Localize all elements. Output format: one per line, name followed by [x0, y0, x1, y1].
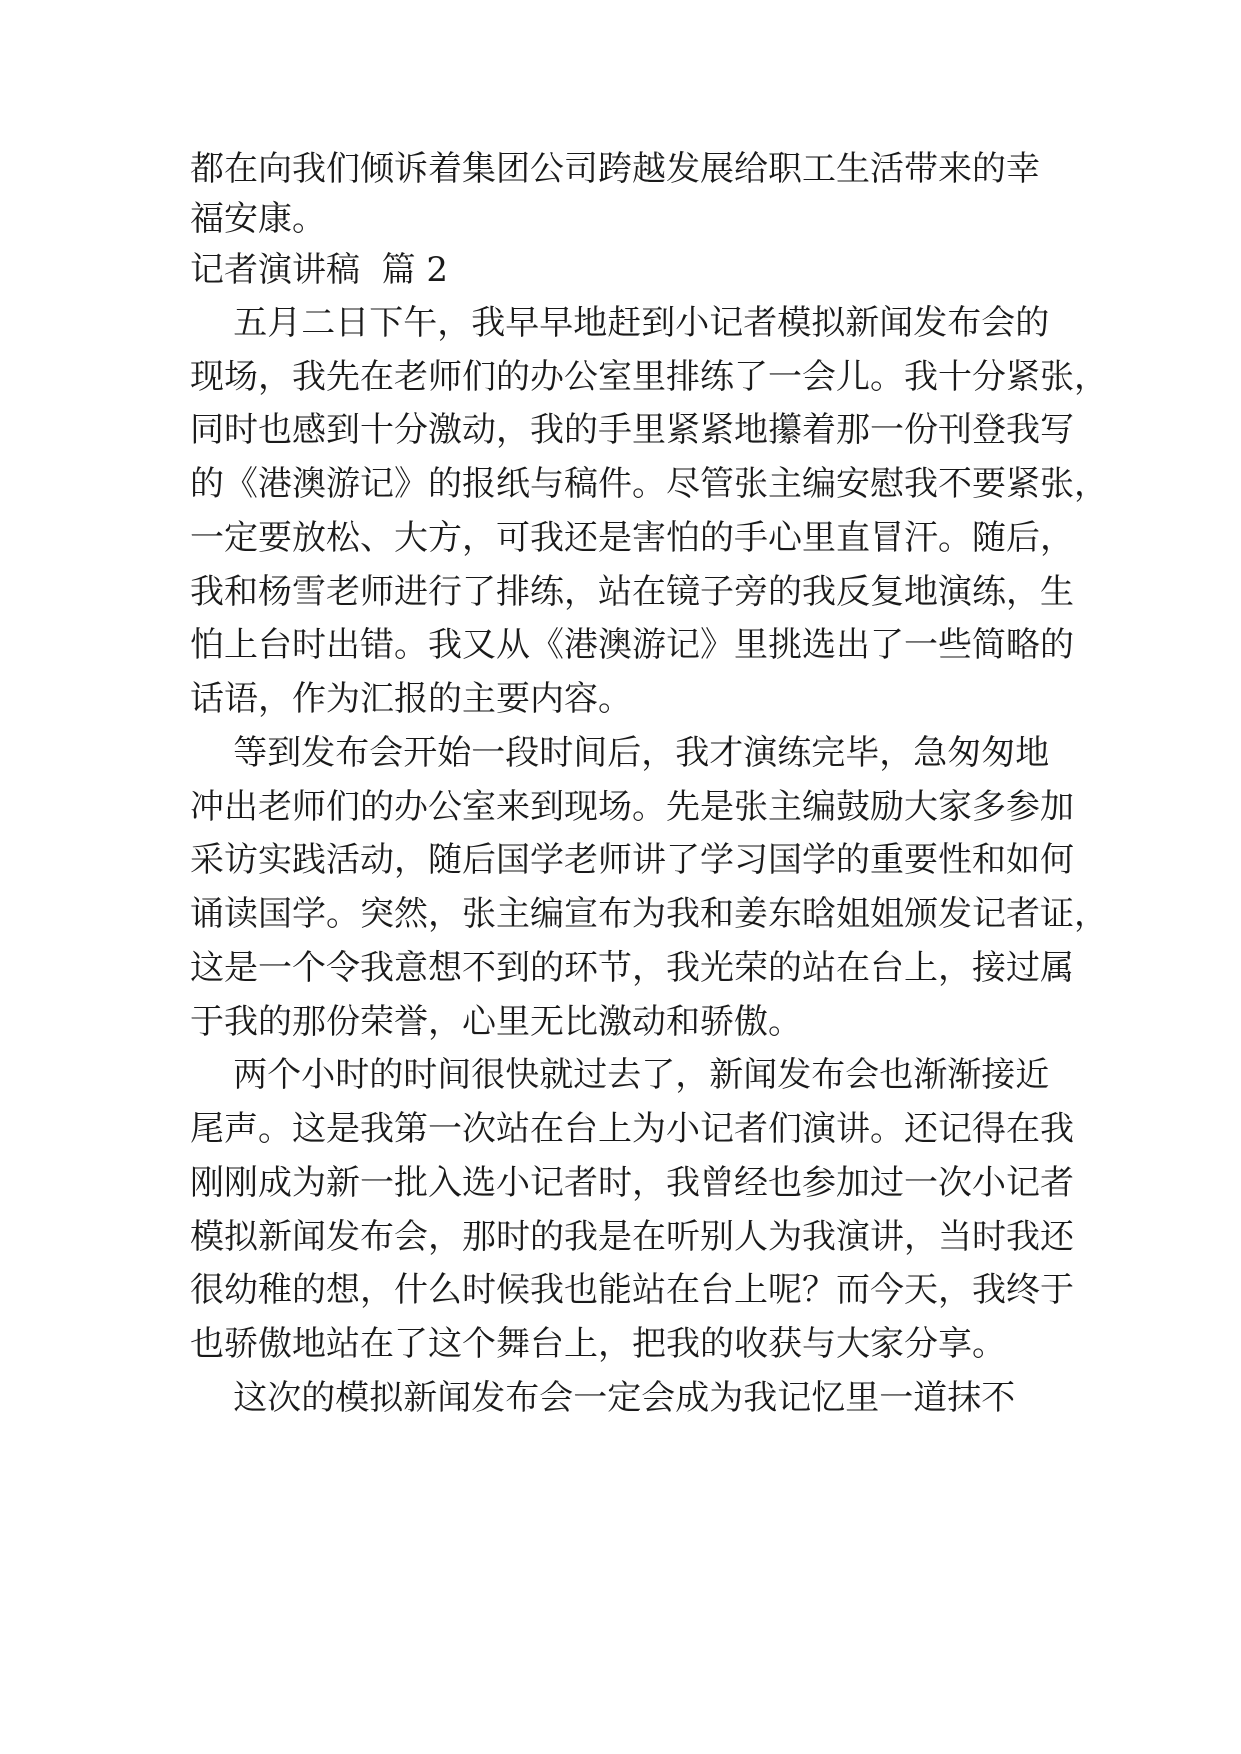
text-line: 于我的那份荣誉，心里无比激动和骄傲。 — [190, 1002, 802, 1042]
text-line: 冲出老师们的办公室来到现场。先是张主编鼓励大家多参加 — [190, 787, 1074, 827]
text-line: 模拟新闻发布会，那时的我是在听别人为我演讲，当时我还 — [190, 1217, 1074, 1257]
text-line: 等到发布会开始一段时间后，我才演练完毕，急匆匆地 — [190, 733, 1050, 773]
text-line: 尾声。这是我第一次站在台上为小记者们演讲。还记得在我 — [190, 1109, 1074, 1149]
text-line: 一定要放松、大方，可我还是害怕的手心里直冒汗。随后， — [190, 518, 1074, 558]
text-line: 五月二日下午，我早早地赶到小记者模拟新闻发布会的 — [190, 303, 1050, 343]
text-line: 诵读国学。突然，张主编宣布为我和姜东晗姐姐颁发记者证， — [190, 894, 1108, 934]
text-line: 都在向我们倾诉着集团公司跨越发展给职工生活带来的幸 — [190, 149, 1040, 189]
text-line: 同时也感到十分激动，我的手里紧紧地攥着那一份刊登我写 — [190, 410, 1074, 450]
section-heading: 记者演讲稿 篇 2 — [190, 250, 449, 290]
text-line: 这次的模拟新闻发布会一定会成为我记忆里一道抹不 — [190, 1378, 1016, 1418]
text-line: 福安康。 — [190, 199, 326, 239]
text-line: 也骄傲地站在了这个舞台上，把我的收获与大家分享。 — [190, 1324, 1006, 1364]
text-line: 刚刚成为新一批入选小记者时，我曾经也参加过一次小记者 — [190, 1163, 1074, 1203]
text-line: 现场，我先在老师们的办公室里排练了一会儿。我十分紧张， — [190, 357, 1108, 397]
text-line: 话语，作为汇报的主要内容。 — [190, 679, 632, 719]
text-line: 采访实践活动，随后国学老师讲了学习国学的重要性和如何 — [190, 840, 1074, 880]
text-line: 的《港澳游记》的报纸与稿件。尽管张主编安慰我不要紧张， — [190, 464, 1108, 504]
text-line: 怕上台时出错。我又从《港澳游记》里挑选出了一些简略的 — [190, 625, 1074, 665]
text-line: 这是一个令我意想不到的环节，我光荣的站在台上，接过属 — [190, 948, 1074, 988]
text-line: 很幼稚的想，什么时候我也能站在台上呢？而今天，我终于 — [190, 1270, 1074, 1310]
text-line: 我和杨雪老师进行了排练，站在镜子旁的我反复地演练，生 — [190, 572, 1074, 612]
text-line: 两个小时的时间很快就过去了，新闻发布会也渐渐接近 — [190, 1055, 1050, 1095]
